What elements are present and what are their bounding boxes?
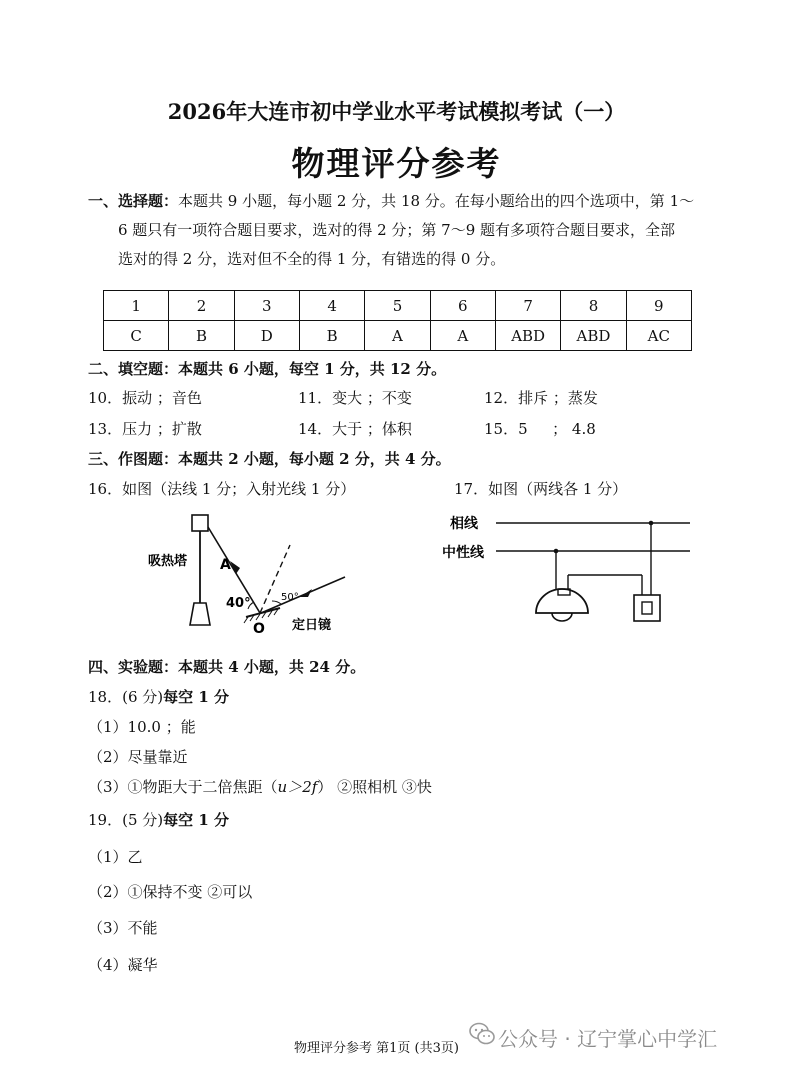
fill-answer-13: 13．压力 ；扩散 bbox=[88, 420, 202, 438]
question-17: 17．如图（两线各 1 分） bbox=[454, 480, 628, 498]
table-cell: 9 bbox=[626, 291, 691, 321]
table-cell: C bbox=[104, 321, 169, 351]
table-cell: A bbox=[430, 321, 495, 351]
table-cell: 2 bbox=[169, 291, 234, 321]
answer-table bbox=[103, 290, 692, 351]
fill-answer-12: 12．排斥 ；蒸发 bbox=[484, 389, 598, 407]
figure-16-reflection-diagram bbox=[140, 505, 360, 640]
table-cell: 5 bbox=[365, 291, 430, 321]
figure-17-circuit-diagram bbox=[438, 505, 698, 640]
angle-50-label: 50° bbox=[281, 592, 299, 603]
answer-18-1: （1）10.0 ；能 bbox=[88, 718, 196, 736]
section3-heading: 三、作图题：本题共 2 小题，每小题 2 分，共 4 分。 bbox=[88, 450, 451, 468]
table-cell: 6 bbox=[430, 291, 495, 321]
table-cell: B bbox=[299, 321, 364, 351]
answer-table-answer-row bbox=[104, 321, 692, 351]
question-18-header bbox=[88, 686, 229, 707]
tower-base bbox=[190, 603, 210, 625]
wechat-icon bbox=[469, 1021, 495, 1047]
point-a-label: A bbox=[220, 557, 231, 573]
table-cell: AC bbox=[626, 321, 691, 351]
table-cell: 8 bbox=[561, 291, 626, 321]
section1-line3: 选对的得 2 分，选对但不全的得 1 分，有错选的得 0 分。 bbox=[118, 250, 506, 268]
section1-line2: 6 题只有一项符合题目要求，选对的得 2 分；第 7～9 题有多项符合题目要求，全部 bbox=[118, 221, 676, 239]
answer-19-4: （4）凝华 bbox=[88, 956, 158, 974]
table-cell: ABD bbox=[495, 321, 560, 351]
section1-heading: 一、选择题： bbox=[88, 192, 179, 210]
page-footer: 物理评分参考 第1页 (共3页) bbox=[294, 1041, 459, 1056]
point-o-label: O bbox=[253, 621, 265, 637]
fill-answer-11: 11．变大 ；不变 bbox=[298, 389, 412, 407]
answer-table-number-row bbox=[104, 291, 692, 321]
table-cell: D bbox=[234, 321, 299, 351]
table-cell: 3 bbox=[234, 291, 299, 321]
angle-40-label: 40° bbox=[226, 596, 251, 611]
watermark-text: 公众号 · 辽宁掌心中学汇 bbox=[498, 1027, 718, 1051]
table-cell: 4 bbox=[299, 291, 364, 321]
section1-line1: 本题共 9 小题，每小题 2 分，共 18 分。在每小题给出的四个选项中，第 1～ bbox=[178, 192, 695, 210]
answer-19-2: （2）①保持不变 ②可以 bbox=[88, 883, 253, 901]
fill-answer-15: 15．5 ； 4.8 bbox=[484, 420, 596, 438]
document-subtitle: 物理评分参考 bbox=[291, 144, 502, 183]
answer-18-3-part2: ） ②照相机 ③快 bbox=[317, 778, 432, 796]
table-cell: A bbox=[365, 321, 430, 351]
answer-18-3 bbox=[88, 776, 432, 797]
question-19-note: 每空 1 分 bbox=[163, 811, 229, 829]
table-cell: B bbox=[169, 321, 234, 351]
answer-18-2: （2）尽量靠近 bbox=[88, 748, 188, 766]
table-cell: 7 bbox=[495, 291, 560, 321]
table-cell: 1 bbox=[104, 291, 169, 321]
question-18-score: 18．(6 分) bbox=[88, 688, 164, 706]
answer-19-1: （1）乙 bbox=[88, 848, 143, 866]
section1-paragraph bbox=[88, 190, 694, 211]
section4-heading: 四、实验题：本题共 4 小题，共 24 分。 bbox=[88, 658, 366, 676]
live-wire-label: 相线 bbox=[450, 516, 478, 532]
switch-icon bbox=[634, 595, 660, 621]
fill-answer-14: 14．大于 ；体积 bbox=[298, 420, 412, 438]
section2-heading: 二、填空题：本题共 6 小题，每空 1 分，共 12 分。 bbox=[88, 360, 447, 378]
question-19-header bbox=[88, 809, 229, 830]
mirror-label: 定日镜 bbox=[292, 618, 332, 633]
answer-19-3: （3）不能 bbox=[88, 919, 158, 937]
answer-18-3-formula: u＞2f bbox=[277, 778, 318, 796]
question-16: 16．如图（法线 1 分；入射光线 1 分） bbox=[88, 480, 356, 498]
neutral-wire-label: 中性线 bbox=[442, 545, 484, 561]
tower-receiver bbox=[192, 515, 208, 531]
fill-answer-10: 10．振动 ；音色 bbox=[88, 389, 202, 407]
table-cell: ABD bbox=[561, 321, 626, 351]
tower-label: 吸热塔 bbox=[148, 554, 188, 569]
question-18-note: 每空 1 分 bbox=[163, 688, 229, 706]
exam-title: 2026年大连市初中学业水平考试模拟考试（一） bbox=[167, 99, 626, 124]
answer-18-3-part1: （3）①物距大于二倍焦距（ bbox=[88, 778, 278, 796]
question-19-score: 19．(5 分) bbox=[88, 811, 164, 829]
lamp-icon bbox=[536, 589, 588, 613]
